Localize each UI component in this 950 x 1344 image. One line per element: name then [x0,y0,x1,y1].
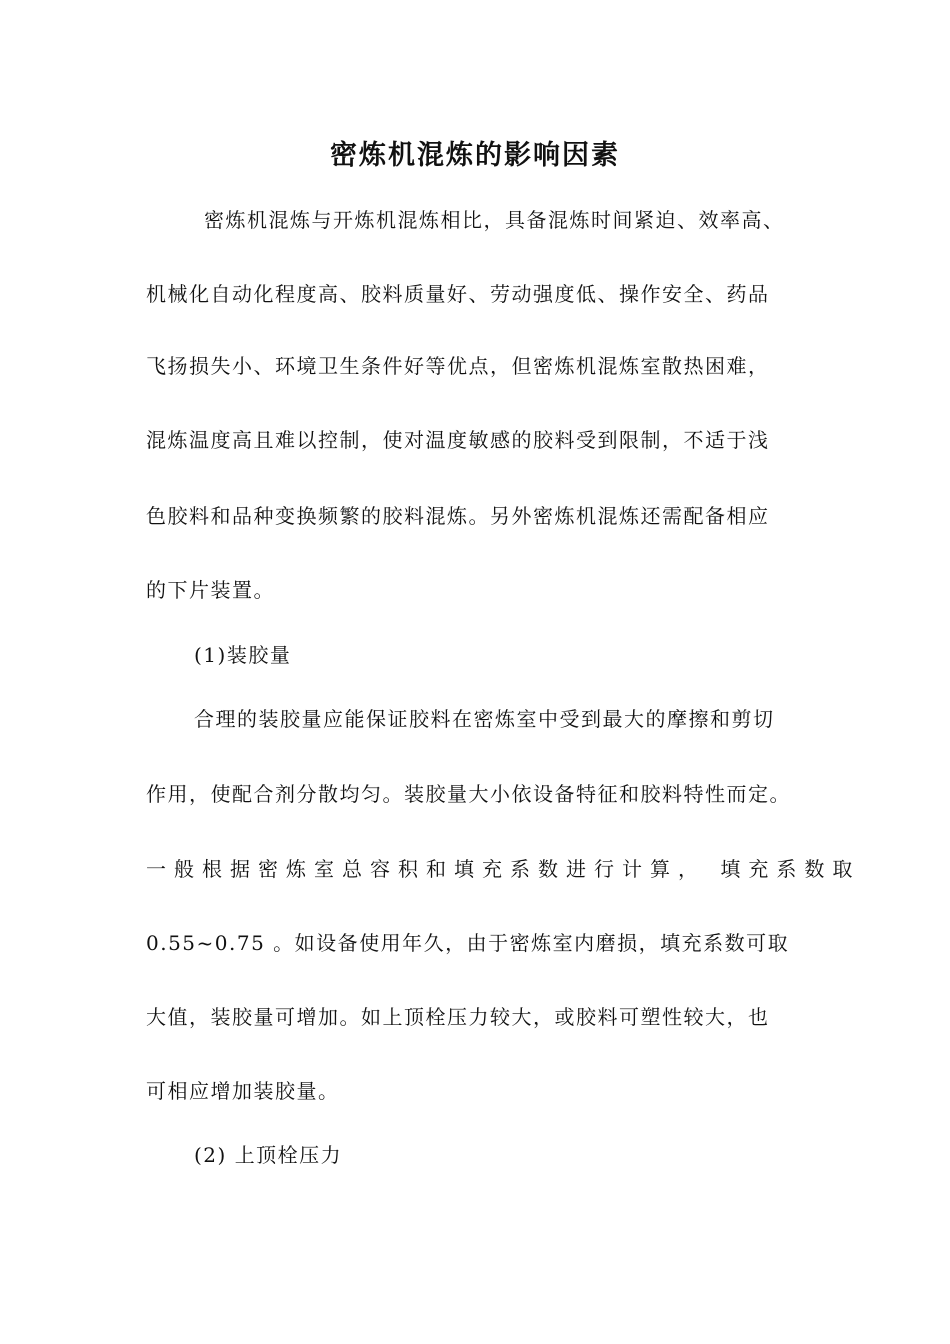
paragraph-line: 0.55~0.75 。如设备使用年久，由于密炼室内磨损，填充系数可取 [146,931,790,955]
paragraph-line: 机械化自动化程度高、胶料质量好、劳动强度低、操作安全、药品 [146,282,770,306]
paragraph-line: 可相应增加装胶量。 [146,1079,340,1103]
document-title: 密炼机混炼的影响因素 [330,140,620,171]
paragraph-line: 的下片装置。 [146,578,275,602]
paragraph-line: 飞扬损失小、环境卫生条件好等优点，但密炼机混炼室散热困难， [146,354,770,378]
paragraph-line: 大值，装胶量可增加。如上顶栓压力较大，或胶料可塑性较大，也 [146,1005,770,1029]
paragraph-line: 混炼温度高且难以控制，使对温度敏感的胶料受到限制，不适于浅 [146,428,770,452]
paragraph-line: 色胶料和品种变换频繁的胶料混炼。另外密炼机混炼还需配备相应 [146,504,770,528]
section-heading-2: (2) 上顶栓压力 [194,1143,343,1167]
paragraph-line: 作用，使配合剂分散均匀。装胶量大小依设备特征和胶料特性而定。 [146,782,791,806]
paragraph-line: 一般根据密炼室总容积和填充系数进行计算， 填充系数取 [146,857,861,881]
paragraph-line: 合理的装胶量应能保证胶料在密炼室中受到最大的摩擦和剪切 [194,707,775,731]
paragraph-line: 密炼机混炼与开炼机混炼相比，具备混炼时间紧迫、效率高、 [204,208,785,232]
section-heading-1: (1)装胶量 [194,643,292,667]
